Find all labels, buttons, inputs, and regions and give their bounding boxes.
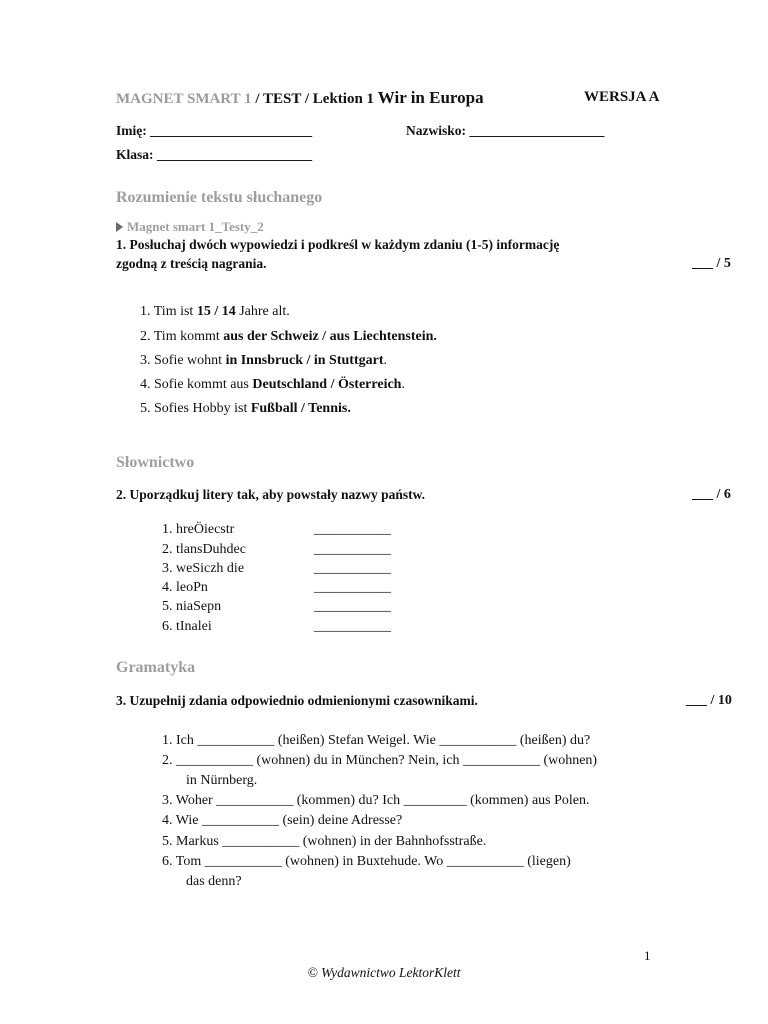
header-separator: / <box>301 91 313 107</box>
task-3-instruction: 3. Uzupełnij zdania odpowiednio odmienionymi czasownikami. <box>116 693 478 708</box>
grammar-line: in Nürnberg. <box>186 773 258 788</box>
publisher-footer: © Wydawnictwo LektorKlett <box>307 965 461 980</box>
answer-blank[interactable]: ___________ <box>314 522 391 537</box>
task-1-instruction: 1. Posłuchaj dwóch wypowiedzi i podkreśl w każdym zdaniu (1-5) informację <box>116 237 560 252</box>
listening-item: 4. Sofie kommt aus Deutschland / Österreich. <box>140 377 405 392</box>
audio-track-label: Magnet smart 1_Testy_2 <box>127 219 264 234</box>
page-number: 1 <box>644 948 651 963</box>
surname-field[interactable]: Nazwisko: ____________________ <box>406 123 605 138</box>
section-heading-grammar: Gramatyka <box>116 659 196 676</box>
task-1-instruction-cont: zgodną z treścią nagrania. <box>116 256 267 271</box>
grammar-line[interactable]: 5. Markus ___________ (wohnen) in der Bahnhofsstraße. <box>162 834 487 849</box>
grammar-line[interactable]: 2. ___________ (wohnen) du in München? Nein, ich ___________ (wohnen) <box>162 753 598 768</box>
section-heading-vocabulary: Słownictwo <box>116 454 195 471</box>
answer-blank[interactable]: ___________ <box>314 599 391 614</box>
scrambled-word-item: 3. weSiczh die ___________ <box>162 561 391 576</box>
task-1-score: ___ / 5 <box>692 256 731 271</box>
scrambled-word-item: 2. tlansDuhdec ___________ <box>162 542 391 557</box>
grammar-line[interactable]: 6. Tom ___________ (wohnen) in Buxtehude. Wo ___________ (liegen) <box>162 854 571 869</box>
task-3-score: ___ / 10 <box>686 693 732 708</box>
section-heading-listening: Rozumienie tekstu słuchanego <box>116 189 323 206</box>
version-label: WERSJA A <box>584 89 660 105</box>
header-separator: / <box>251 91 264 107</box>
series-name: MAGNET SMART 1 <box>116 91 252 107</box>
answer-blank[interactable]: ___________ <box>314 619 391 634</box>
task-2-instruction: 2. Uporządkuj litery tak, aby powstały nazwy państw. <box>116 487 426 502</box>
first-name-field[interactable]: Imię: ________________________ <box>116 123 313 138</box>
answer-blank[interactable]: ___________ <box>314 580 391 595</box>
grammar-line[interactable]: 4. Wie ___________ (sein) deine Adresse? <box>162 813 403 828</box>
scrambled-word-item: 6. tInalei ___________ <box>162 619 391 634</box>
task-2-score: ___ / 6 <box>692 487 731 502</box>
grammar-line[interactable]: 1. Ich ___________ (heißen) Stefan Weigel. Wie ___________ (heißen) du? <box>162 733 591 748</box>
listening-item: 5. Sofies Hobby ist Fußball / Tennis. <box>140 401 351 416</box>
answer-blank[interactable]: ___________ <box>314 542 391 557</box>
lesson-title: Wir in Europa <box>377 88 484 107</box>
answer-blank[interactable]: ___________ <box>314 561 391 576</box>
listening-item: 3. Sofie wohnt in Innsbruck / in Stuttgart. <box>140 353 387 368</box>
lesson-label: Lektion 1 <box>312 91 375 107</box>
play-icon <box>116 222 123 232</box>
scrambled-word-item: 4. leoPn ___________ <box>162 580 391 595</box>
audio-track[interactable] <box>116 219 264 235</box>
document-header <box>116 88 484 108</box>
listening-item: 1. Tim ist 15 / 14 Jahre alt. <box>140 304 290 319</box>
grammar-line: das denn? <box>186 874 242 889</box>
grammar-line[interactable]: 3. Woher ___________ (kommen) du? Ich _________ (kommen) aus Polen. <box>162 793 590 808</box>
test-label: TEST <box>263 91 302 107</box>
scrambled-word-item: 1. hreÖiecstr ___________ <box>162 522 391 537</box>
class-field[interactable]: Klasa: _______________________ <box>116 147 313 162</box>
scrambled-word-item: 5. niaSepn ___________ <box>162 599 391 614</box>
listening-item: 2. Tim kommt aus der Schweiz / aus Liechtenstein. <box>140 329 437 344</box>
